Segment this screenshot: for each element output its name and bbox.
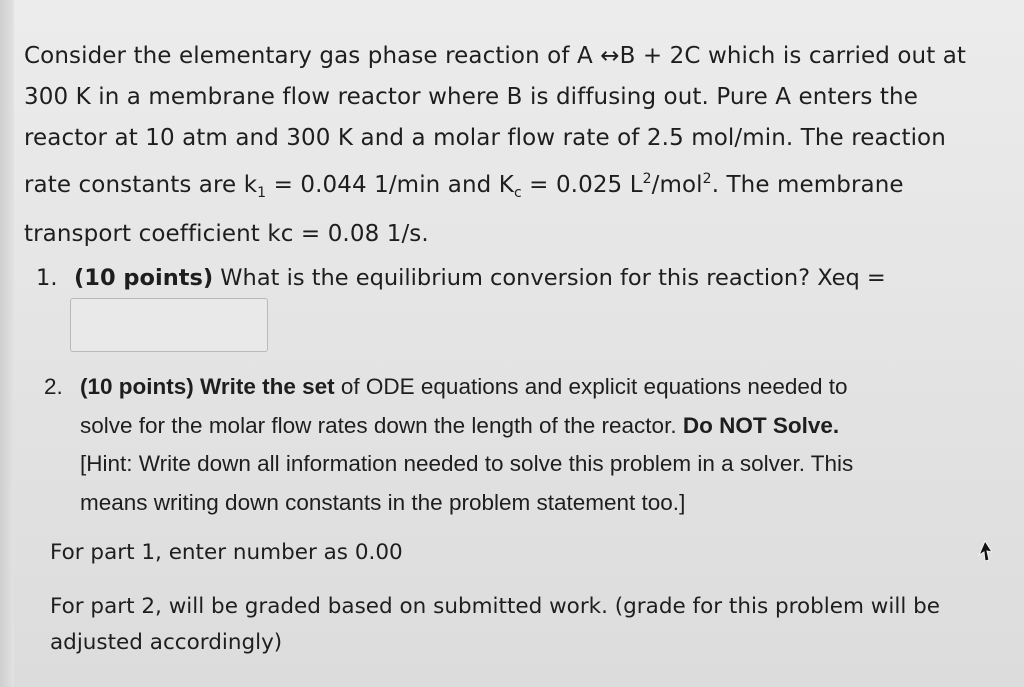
question-2-line-4: means writing down constants in the problem statement too.] — [80, 489, 686, 515]
question-2-text-1: of ODE equations and explicit equations needed to — [334, 374, 848, 399]
question-2-line-1 — [80, 368, 1010, 407]
mouse-cursor-icon — [976, 540, 994, 562]
statement-line-5: transport coefficient kc = 0.08 1/s. — [24, 221, 429, 247]
question-1-points: (10 points) — [74, 265, 214, 291]
kc-subscript: c — [513, 185, 522, 201]
question-2-bold-1: (10 points) Write the set — [80, 374, 335, 399]
question-2-line-2 — [80, 407, 1010, 446]
k1-subscript: 1 — [257, 185, 267, 201]
problem-statement — [24, 36, 1004, 255]
note-part-2-line-2: adjusted accordingly) — [50, 630, 283, 655]
statement-line-4 — [24, 159, 1004, 214]
question-2-line-3: [Hint: Write down all information needed to solve this problem in a solver. This — [80, 451, 854, 476]
question-2-number: 2. — [44, 374, 63, 399]
statement-line-4-part-b: = 0.044 1/min and K — [266, 172, 514, 198]
statement-line-4-part-a: rate constants are k — [24, 172, 258, 198]
statement-line-2: 300 K in a membrane flow reactor where B is diffusing out. Pure A enters the — [24, 84, 918, 110]
statement-line-4-part-d: /mol — [651, 172, 703, 198]
statement-line-1: Consider the elementary gas phase reaction of A ↔B + 2C which is carried out at — [24, 43, 967, 69]
note-part-1: For part 1, enter number as 0.00 — [50, 540, 403, 565]
answer-input[interactable] — [70, 298, 268, 352]
question-1-number: 1. — [36, 265, 58, 291]
question-2-bold-2: Do NOT Solve. — [682, 412, 840, 438]
mol-exponent: 2 — [702, 171, 712, 187]
liter-exponent: 2 — [642, 171, 652, 187]
question-2-body — [80, 368, 1010, 522]
statement-line-3: reactor at 10 atm and 300 K and a molar flow rate of 2.5 mol/min. The reaction — [24, 125, 946, 151]
statement-line-4-part-e: . The membrane — [711, 172, 904, 198]
question-1-text: What is the equilibrium conversion for this reaction? Xeq = — [213, 265, 886, 291]
question-1 — [36, 259, 886, 297]
statement-line-4-part-c: = 0.025 L — [521, 172, 643, 198]
question-2-text-2: solve for the molar flow rates down the length of the reactor. — [80, 412, 683, 438]
page-edge — [0, 0, 14, 687]
note-part-2 — [50, 589, 940, 661]
note-part-2-line-1: For part 2, will be graded based on submitted work. (grade for this problem will be — [50, 594, 941, 619]
